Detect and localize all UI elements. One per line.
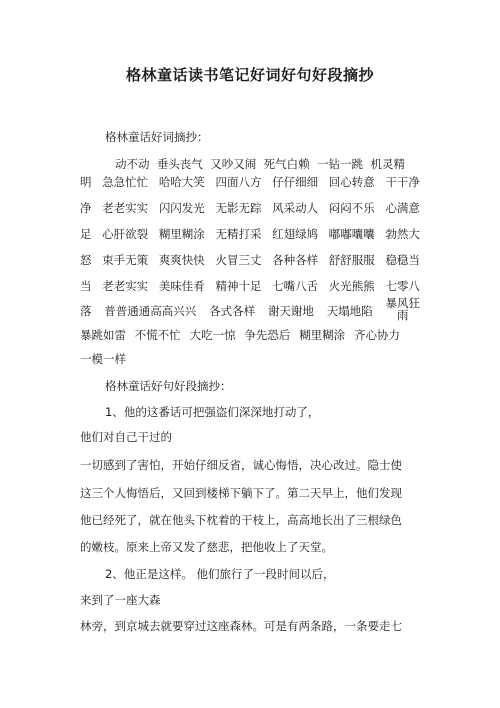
word: 糊里糊涂 [299, 328, 346, 342]
word: 怒 [80, 253, 92, 267]
word: 嘟嘟囔囔 [328, 227, 375, 241]
word: 各式各样 [209, 304, 256, 318]
passage-1-line: 这三个人悔悟后，又回到楼梯下躺下了。第二天早上，他们发现 [80, 486, 402, 500]
word: 仔仔细细 [272, 175, 319, 189]
word-line-9 [80, 351, 420, 367]
word: 无精打采 [215, 227, 262, 241]
word: 闷闷不乐 [328, 201, 375, 215]
word: 暴跳如雷 [80, 328, 126, 342]
word: 勃然大 [385, 227, 420, 241]
word-line-8 [80, 327, 400, 343]
stacked-word-top: 暴风狂 [385, 296, 420, 310]
word: 垂头丧气 [156, 157, 203, 171]
word: 落 [80, 304, 92, 318]
words-heading: 格林童话好词摘抄： [105, 130, 209, 144]
word: 回心转意 [328, 175, 375, 189]
word: 束手无策 [102, 253, 149, 267]
word: 四面八方 [215, 175, 262, 189]
word: 红翅绿鸠 [272, 227, 319, 241]
word: 舒舒服服 [328, 253, 375, 267]
page-title: 格林童话读书笔记好词好句好段摘抄 [125, 66, 374, 84]
passage-2-first-line: 2、他正是这样。 他们旅行了一段时间以后， [105, 567, 335, 581]
word: 死气白赖 [263, 157, 310, 171]
sentences-heading: 格林童话好句好段摘抄： [105, 379, 232, 393]
word: 火冒三丈 [215, 253, 262, 267]
word: 不慌不忙 [134, 328, 181, 342]
word: 七零八 [385, 279, 420, 293]
word: 急急忙忙 [102, 175, 149, 189]
word: 明 [80, 175, 92, 189]
word: 又吵又闹 [210, 157, 257, 171]
word: 当 [80, 279, 92, 293]
passage-1-line: 的嫩枝。原来上帝又发了慈悲，把他收上了天堂。 [80, 540, 333, 554]
word-line-5 [80, 252, 420, 268]
word: 爽爽快快 [158, 253, 205, 267]
passage-1-line: 一切感到了害怕，开始仔细反省，诚心悔悟，决心改过。隐士使 [80, 458, 402, 472]
word-line-4 [80, 226, 420, 242]
passage-1-line: 他已经死了，就在他头下枕着的干枝上，高高地长出了三根绿色 [80, 513, 402, 527]
word: 天塌地陷 [326, 304, 373, 318]
word: 哈哈大笑 [158, 175, 205, 189]
word-line-3 [80, 200, 420, 216]
stacked-word-bottom: 雨 [396, 308, 409, 322]
word: 各种各样 [272, 253, 319, 267]
passage-2-line: 来到了一座大森 [80, 593, 161, 607]
passage-2-line: 林旁，到京城去就要穿过这座森林。可是有两条路，一条要走七 [80, 619, 402, 633]
word-line-6 [80, 278, 420, 294]
word: 火光熊熊 [328, 279, 375, 293]
word: 美味佳肴 [158, 279, 205, 293]
word: 动不动 [115, 157, 150, 171]
word-line-1 [115, 156, 405, 172]
word: 糊里糊涂 [158, 227, 205, 241]
word: 稳稳当 [385, 253, 420, 267]
word: 心满意 [385, 201, 420, 215]
word-line-7 [80, 296, 420, 327]
stacked-word [385, 297, 420, 321]
passage-1-first-line: 1、他的这番话可把强盗们深深地打动了， [105, 405, 320, 419]
word: 一模一样 [80, 352, 126, 366]
word: 一钻一跳 [317, 157, 364, 171]
word: 精神十足 [215, 279, 262, 293]
word: 机灵精 [370, 157, 405, 171]
word: 普普通通高高兴兴 [104, 304, 197, 318]
word: 风采动人 [272, 201, 319, 215]
word: 老老实实 [102, 201, 149, 215]
word: 无影无踪 [215, 201, 262, 215]
word: 心肝欲裂 [102, 227, 149, 241]
passage-1-line: 他们对自己干过的 [80, 430, 172, 444]
word: 足 [80, 227, 92, 241]
word: 老老实实 [102, 279, 149, 293]
word: 净 [80, 201, 92, 215]
word: 齐心协力 [353, 328, 400, 342]
word: 大吃一惊 [189, 328, 236, 342]
word: 干干净 [385, 175, 420, 189]
word: 争先恐后 [244, 328, 291, 342]
word-line-2 [80, 174, 420, 190]
word: 七嘴八舌 [272, 279, 319, 293]
word: 闪闪发光 [158, 201, 205, 215]
word: 谢天谢地 [267, 304, 314, 318]
